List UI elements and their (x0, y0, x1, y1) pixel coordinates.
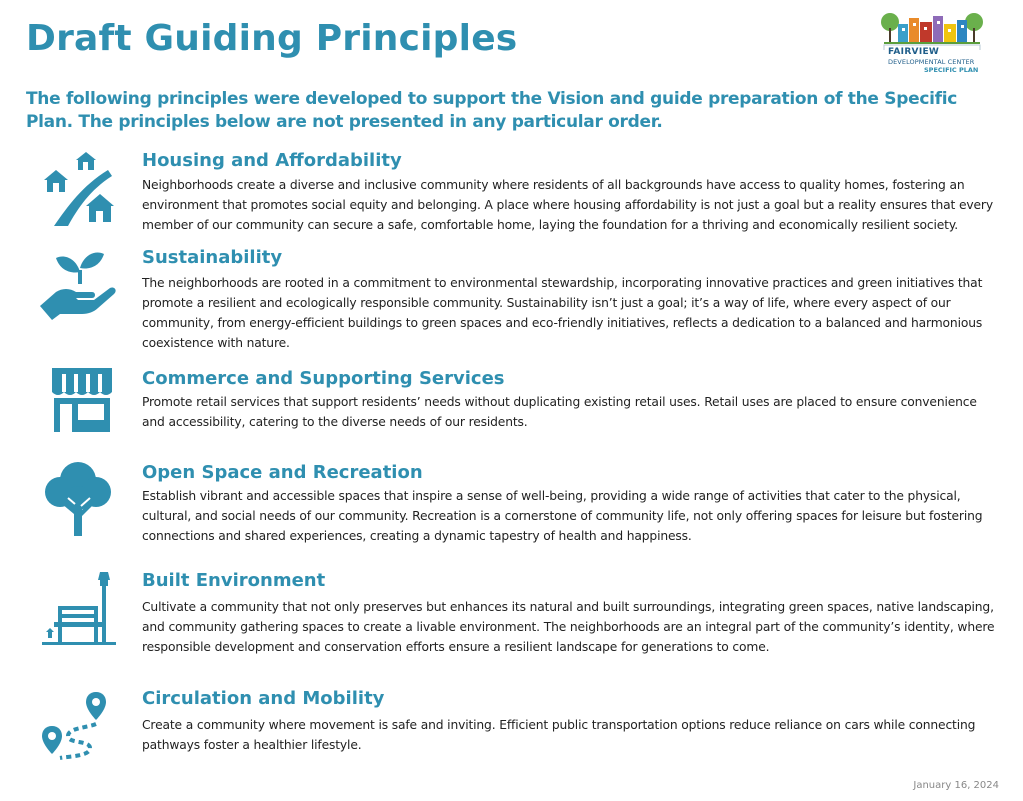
document-date: January 16, 2024 (913, 780, 999, 791)
logo-line-1: FAIRVIEW (888, 47, 940, 57)
section-text: Cultivate a community that not only preserves but enhances its natural and built surroundings, integrating green spaces, native landscaping, and community gathering spaces to create a livable environment. The neighborhoods are an integral part of the community’s identity, where responsible development and conservation efforts ensure a resilient landscape for generations to come. (142, 600, 995, 654)
section-text: Promote retail services that support residents’ needs without duplicating existing retail uses. Retail uses are placed to ensure convenience and accessibility, catering to the diverse needs of our residents. (142, 395, 977, 429)
section-heading: Open Space and Recreation (142, 462, 423, 483)
logo-line-2: DEVELOPMENTAL CENTER (888, 58, 975, 66)
storefront-icon (38, 362, 120, 444)
section-text: Establish vibrant and accessible spaces that inspire a sense of well-being, providing a wide range of activities that cater to the physical, cultural, and social needs of our community. Recreation is a cornerstone of community life, not only offering spaces for leisure but fostering connections and shared experiences, creating a dynamic tapestry of health and happiness. (142, 489, 983, 543)
skyline-illustration (876, 10, 988, 50)
section-heading: Circulation and Mobility (142, 688, 385, 709)
section-text: Create a community where movement is safe and inviting. Efficient public transportation options reduce reliance on cars while connecting pathways foster a healthier lifestyle. (142, 718, 976, 752)
hand-sprout-icon (38, 248, 120, 330)
page-subtitle: The following principles were developed to support the Vision and guide preparation of the Specific Plan. The principles below are not presented in any particular order. (26, 89, 958, 132)
section-heading: Built Environment (142, 570, 326, 591)
route-pins-icon (38, 688, 120, 770)
bench-lamp-icon (38, 570, 120, 652)
section-heading: Commerce and Supporting Services (142, 368, 505, 389)
logo-line-3: SPECIFIC PLAN (924, 66, 979, 74)
section-text: The neighborhoods are rooted in a commitment to environmental stewardship, incorporating innovative practices and green initiatives that promote a resilient and ecologically responsible community. Sustainability isn’t just a goal; it’s a way of life, where every aspect of our community, from energy-efficient buildings to green spaces and eco-friendly initiatives, reflects a dedication to a balanced and harmonious coexistence with nature. (142, 276, 983, 350)
houses-road-icon (38, 150, 120, 232)
section-heading: Housing and Affordability (142, 150, 402, 171)
page-title: Draft Guiding Principles (26, 18, 518, 59)
tree-icon (38, 458, 120, 540)
section-text: Neighborhoods create a diverse and inclusive community where residents of all backgrounds have access to quality homes, fostering an environment that promotes social equity and belonging. A place where housing affordability is not just a goal but a reality ensures that every member of our community can secure a safe, comfortable home, laying the foundation for a thriving and economically resilient society. (142, 178, 993, 232)
section-heading: Sustainability (142, 247, 283, 268)
fairview-logo (876, 10, 988, 76)
